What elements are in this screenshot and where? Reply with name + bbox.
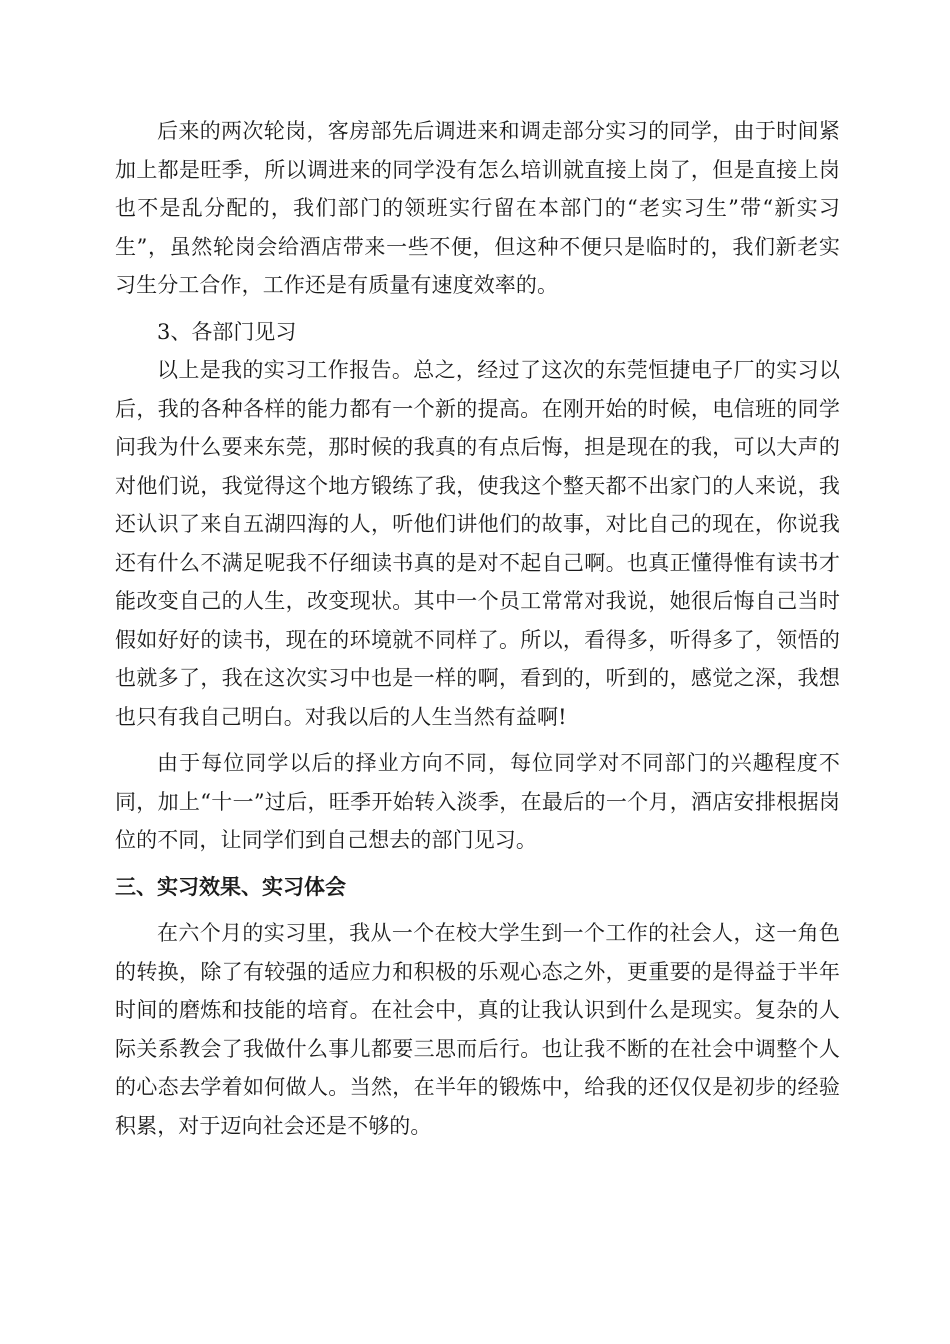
paragraph-rotation: 后来的两次轮岗，客房部先后调进来和调走部分实习的同学，由于时间紧加上都是旺季，所以调进来的同学没有怎么培训就直接上岗了，但是直接上岗也不是乱分配的，我们部门的领班实行留在本部门的“老实习生”带“新实习生”，虽然轮岗会给酒店带来一些不便，但这种不便只是临时的，我们新老实习生分工合作，工作还是有质量有速度效率的。 bbox=[115, 119, 840, 297]
paragraph-department-observation: 由于每位同学以后的择业方向不同，每位同学对不同部门的兴趣程度不同，加上“十一”过后，旺季开始转入淡季，在最后的一个月，酒店安排根据岗位的不同，让同学们到自己想去的部门见习。 bbox=[115, 751, 840, 852]
paragraph-internship-experience: 在六个月的实习里，我从一个在校大学生到一个工作的社会人，这一角色的转换，除了有较强的适应力和积极的乐观心态之外，更重要的是得益于半年时间的磨炼和技能的培育。在社会中，真的让我认识到什么是现实。复杂的人际关系教会了我做什么事儿都要三思而后行。也让我不断的在社会中调整个人的心态去学着如何做人。当然，在半年的锻炼中，给我的还仅仅是初步的经验积累，对于迈向社会还是不够的。 bbox=[115, 921, 840, 1138]
section-heading-results: 三、实习效果、实习体会 bbox=[115, 874, 346, 899]
subsection-title-department-visits: 3、各部门见习 bbox=[157, 319, 297, 344]
document-page bbox=[115, 112, 840, 1145]
paragraph-internship-summary: 以上是我的实习工作报告。总之，经过了这次的东莞恒捷电子厂的实习以后，我的各种各样的能力都有一个新的提高。在刚开始的时候，电信班的同学问我为什么要来东莞，那时候的我真的有点后悔，担是现在的我，可以大声的对他们说，我觉得这个地方锻练了我，使我这个整天都不出家门的人来说，我还认识了来自五湖四海的人，听他们讲他们的故事，对比自己的现在，你说我还有什么不满足呢我不仔细读书真的是对不起自己啊。也真正懂得惟有读书才能改变自己的人生，改变现状。其中一个员工常常对我说，她很后悔自己当时假如好好的读书，现在的环境就不同样了。所以，看得多，听得多了，领悟的也就多了，我在这次实习中也是一样的啊，看到的，听到的，感觉之深，我想也只有我自己明白。对我以后的人生当然有益啊! bbox=[115, 358, 840, 729]
